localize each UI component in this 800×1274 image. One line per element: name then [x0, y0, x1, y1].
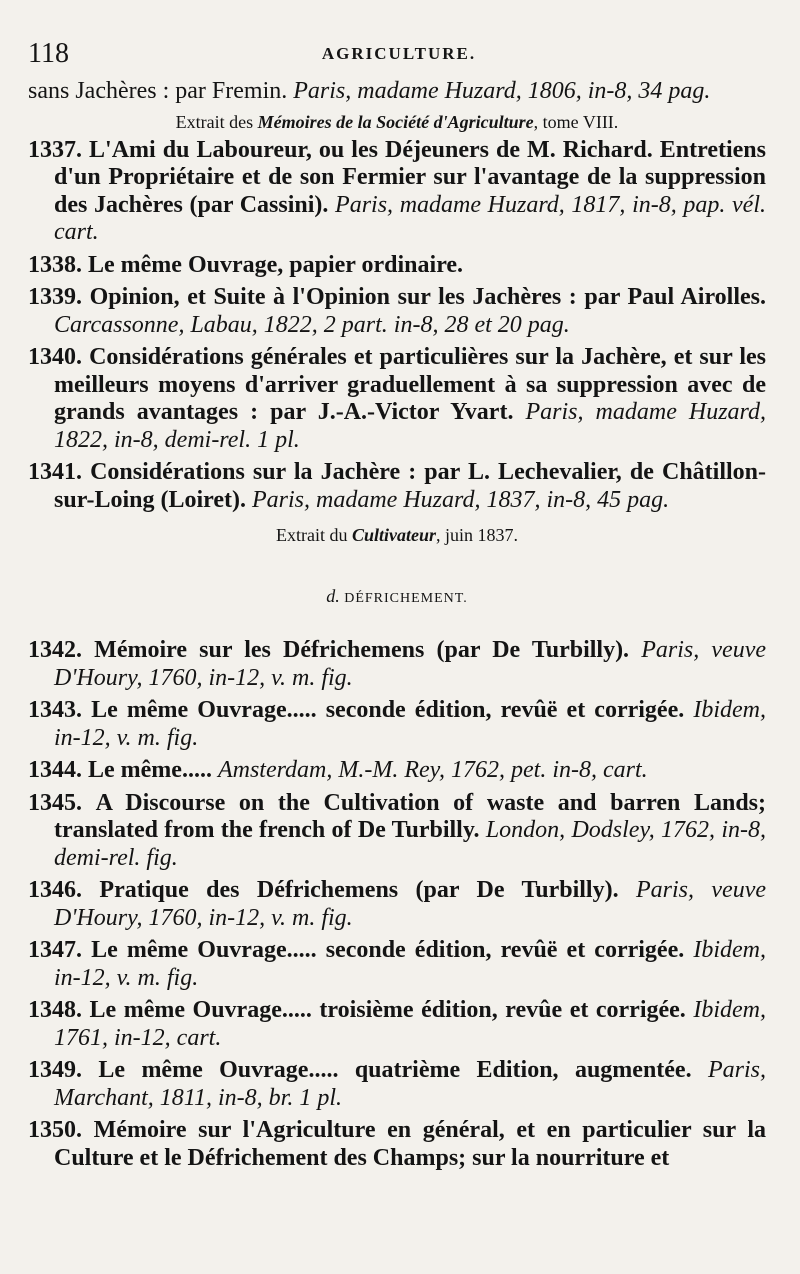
bibliography-entry	[28, 1057, 766, 1112]
bibliography-entry	[28, 790, 766, 873]
entry-imprint: Carcassonne, Labau, 1822, 2 part. in-8, 28 et 20 pag.	[54, 311, 570, 338]
section-heading	[28, 586, 766, 607]
entry-imprint: Ibidem, 1761, in-12, cart.	[54, 997, 766, 1051]
entry-imprint: Paris, veuve D'Houry, 1760, in-12, v. m. fig.	[54, 877, 767, 931]
entry-title: Opinion, et Suite à l'Opinion sur les Jachères : par Paul Airolles.	[89, 284, 767, 310]
entry-number: 1338.	[28, 251, 82, 278]
entry-imprint: Paris, madame Huzard, 1817, in-8, pap. vél. cart.	[54, 191, 767, 245]
entry-list	[28, 137, 766, 520]
entry-imprint: London, Dodsley, 1762, in-8, demi-rel. fig.	[54, 817, 767, 871]
entry-imprint: Paris, Marchant, 1811, in-8, br. 1 pl.	[54, 1057, 766, 1111]
entry-imprint: Paris, madame Huzard, 1822, in-8, demi-rel. 1 pl.	[54, 399, 766, 453]
entry-imprint: Amsterdam, M.-M. Rey, 1762, pet. in-8, cart.	[217, 757, 648, 783]
note-prefix: Extrait du	[275, 525, 352, 545]
continued-imprint: Paris, madame Huzard, 1806, in-8, 34 pag.	[293, 78, 711, 104]
entry-title: Le même Ouvrage..... quatrième Edition, augmentée.	[98, 1057, 692, 1083]
entry-title: Mémoire sur les Défrichemens (par De Turbilly).	[94, 637, 630, 663]
note-suffix: , juin 1837.	[435, 525, 518, 545]
entry-list	[28, 637, 766, 1177]
entry-number: 1344.	[28, 757, 82, 783]
entry-title: Considérations générales et particulières sur la Jachère, et sur les meilleurs moyens d'arriver graduellement à sa suppression avec de grands avantages : par J.-A.-Victor Yvart.	[54, 344, 767, 425]
note-prefix: Extrait des	[175, 111, 258, 132]
entry-number: 1340.	[28, 344, 82, 370]
page-body	[28, 78, 766, 1177]
bibliography-entry	[28, 459, 766, 514]
entry-number: 1341.	[28, 459, 82, 485]
bibliography-entry	[28, 137, 766, 247]
section-letter: d.	[326, 586, 340, 606]
note-source: Mémoires de la Société d'Agriculture	[257, 111, 534, 132]
bibliography-entry	[28, 757, 766, 785]
entry-number: 1339.	[28, 284, 82, 310]
entry-title: L'Ami du Laboureur, ou les Déjeuners de M. Richard. Entretiens d'un Propriétaire et de son Fermier sur l'avantage de la suppression des Jachères (par Cassini).	[54, 136, 766, 218]
entry-title: Le même.....	[88, 757, 212, 783]
entry-number: 1342.	[28, 637, 82, 663]
note-suffix: , tome VIII.	[533, 111, 619, 132]
entry-number: 1337.	[28, 136, 82, 163]
page-header	[28, 38, 770, 72]
entry-number: 1346.	[28, 877, 82, 903]
entry-title: A Discourse on the Cultivation of waste and barren Lands; translated from the french of De Turbilly.	[54, 789, 766, 843]
entry-imprint: Paris, veuve D'Houry, 1760, in-12, v. m. fig.	[54, 637, 767, 691]
entry-imprint: Ibidem, in-12, v. m. fig.	[54, 697, 766, 751]
bibliography-entry	[28, 997, 766, 1052]
bibliography-entry	[28, 697, 766, 752]
continued-text: sans Jachères : par Fremin.	[28, 78, 288, 104]
entry-number: 1350.	[28, 1117, 82, 1143]
bibliography-entry	[28, 284, 766, 339]
bibliography-entry	[28, 877, 766, 932]
entry-imprint: Paris, madame Huzard, 1837, in-8, 45 pag.	[252, 486, 670, 513]
entry-title: Considérations sur la Jachère : par L. Lechevalier, de Châtillon-sur-Loing (Loiret).	[54, 459, 766, 513]
continued-entry	[28, 78, 766, 106]
entry-title: Mémoire sur l'Agriculture en général, et en particulier sur la Culture et le Défrichement des Champs; sur la nourriture et	[54, 1117, 767, 1171]
running-title: AGRICULTURE.	[321, 44, 477, 63]
bibliography-entry	[28, 637, 766, 692]
entry-title: Le même Ouvrage..... seconde édition, revûë et corrigée.	[91, 697, 685, 723]
bibliography-entry	[28, 252, 766, 280]
entry-title: Le même Ouvrage..... seconde édition, revûë et corrigée.	[91, 937, 685, 963]
entry-number: 1349.	[28, 1057, 82, 1083]
page-number: 118	[28, 38, 69, 69]
entry-number: 1348.	[28, 997, 82, 1023]
entry-title: Le même Ouvrage..... troisième édition, revûe et corrigée.	[89, 997, 686, 1023]
entry-title: Le même Ouvrage, papier ordinaire.	[88, 251, 464, 278]
section-title: DÉFRICHEMENT.	[344, 591, 468, 606]
note-source: Cultivateur	[351, 525, 436, 545]
extract-note	[28, 524, 766, 546]
bibliography-entry	[28, 937, 766, 992]
bibliography-entry	[28, 344, 766, 454]
entry-number: 1345.	[28, 789, 82, 816]
bibliography-entry	[28, 1117, 766, 1172]
entry-number: 1347.	[28, 937, 82, 963]
entry-number: 1343.	[28, 697, 82, 723]
extract-note	[28, 111, 766, 133]
entry-title: Pratique des Défrichemens (par De Turbilly).	[99, 877, 619, 903]
entry-imprint: Ibidem, in-12, v. m. fig.	[54, 937, 766, 991]
